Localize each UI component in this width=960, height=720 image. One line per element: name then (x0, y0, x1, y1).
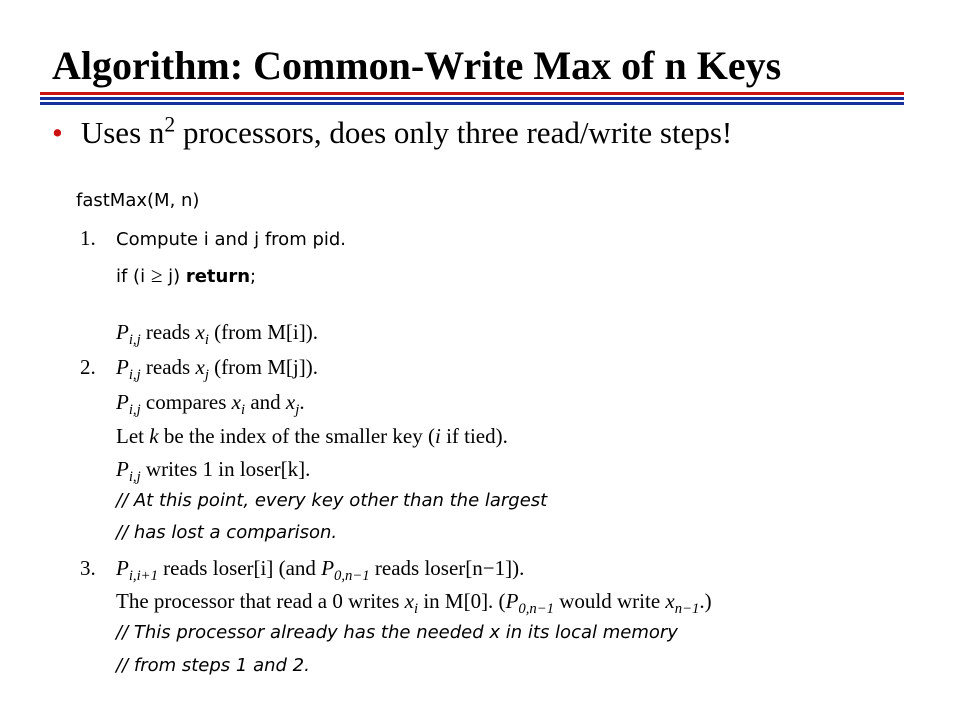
write-loser-line: $P_{i,j}$ writes 1 in loser[k]. (116, 457, 311, 486)
let-k-line: Let k be the index of the smaller key (i if tied). (116, 424, 508, 448)
bullet-text-post: processors, does only three read/write steps! (175, 115, 733, 150)
step-1-return-line (116, 263, 256, 288)
return-keyword: return (185, 266, 251, 287)
step-1-number: 1. (80, 226, 96, 250)
compute-text: Compute i and j from pid. (116, 229, 347, 250)
step-1-line (116, 226, 346, 251)
step-2-number: 2. (80, 355, 96, 379)
read-xj-line: $P_{i,j}$ reads $x_j$ (from M[j]). (116, 355, 318, 384)
if-text: if (i (116, 266, 151, 287)
bullet-dot-icon: • (52, 115, 63, 150)
comment-3: // This processor already has the needed x in its local memory (116, 622, 678, 643)
comment-4: // from steps 1 and 2. (116, 655, 310, 676)
function-signature: fastMax(M, n) (76, 190, 200, 211)
compare-line: $P_{i,j}$ compares $x_i$ and $x_j$. (116, 390, 305, 419)
bullet-text-sup: 2 (164, 112, 176, 137)
read-xi-line: $P_{i,j}$ reads $x_i$ (from M[i]). (116, 320, 318, 349)
if-text-2: j) (162, 266, 186, 287)
comment-2: // has lost a comparison. (116, 522, 338, 543)
geq-symbol: ≥ (150, 263, 163, 287)
read-loser-line: $P_{i,i+1}$ reads loser[i] (and $P_{0,n-1}$ reads loser[n−1]). (116, 556, 525, 585)
bullet-text-pre: Uses n (80, 115, 165, 150)
step-3-number: 3. (80, 556, 96, 580)
semicolon: ; (250, 266, 257, 287)
comment-1: // At this point, every key other than the largest (116, 490, 548, 511)
write-result-line: The processor that read a 0 writes $x_i$ in M[0]. ($P_{0,n-1}$ would write $x_{n-1}$.) (116, 589, 712, 618)
slide-title: Algorithm: Common-Write Max of n Keys (52, 43, 782, 88)
